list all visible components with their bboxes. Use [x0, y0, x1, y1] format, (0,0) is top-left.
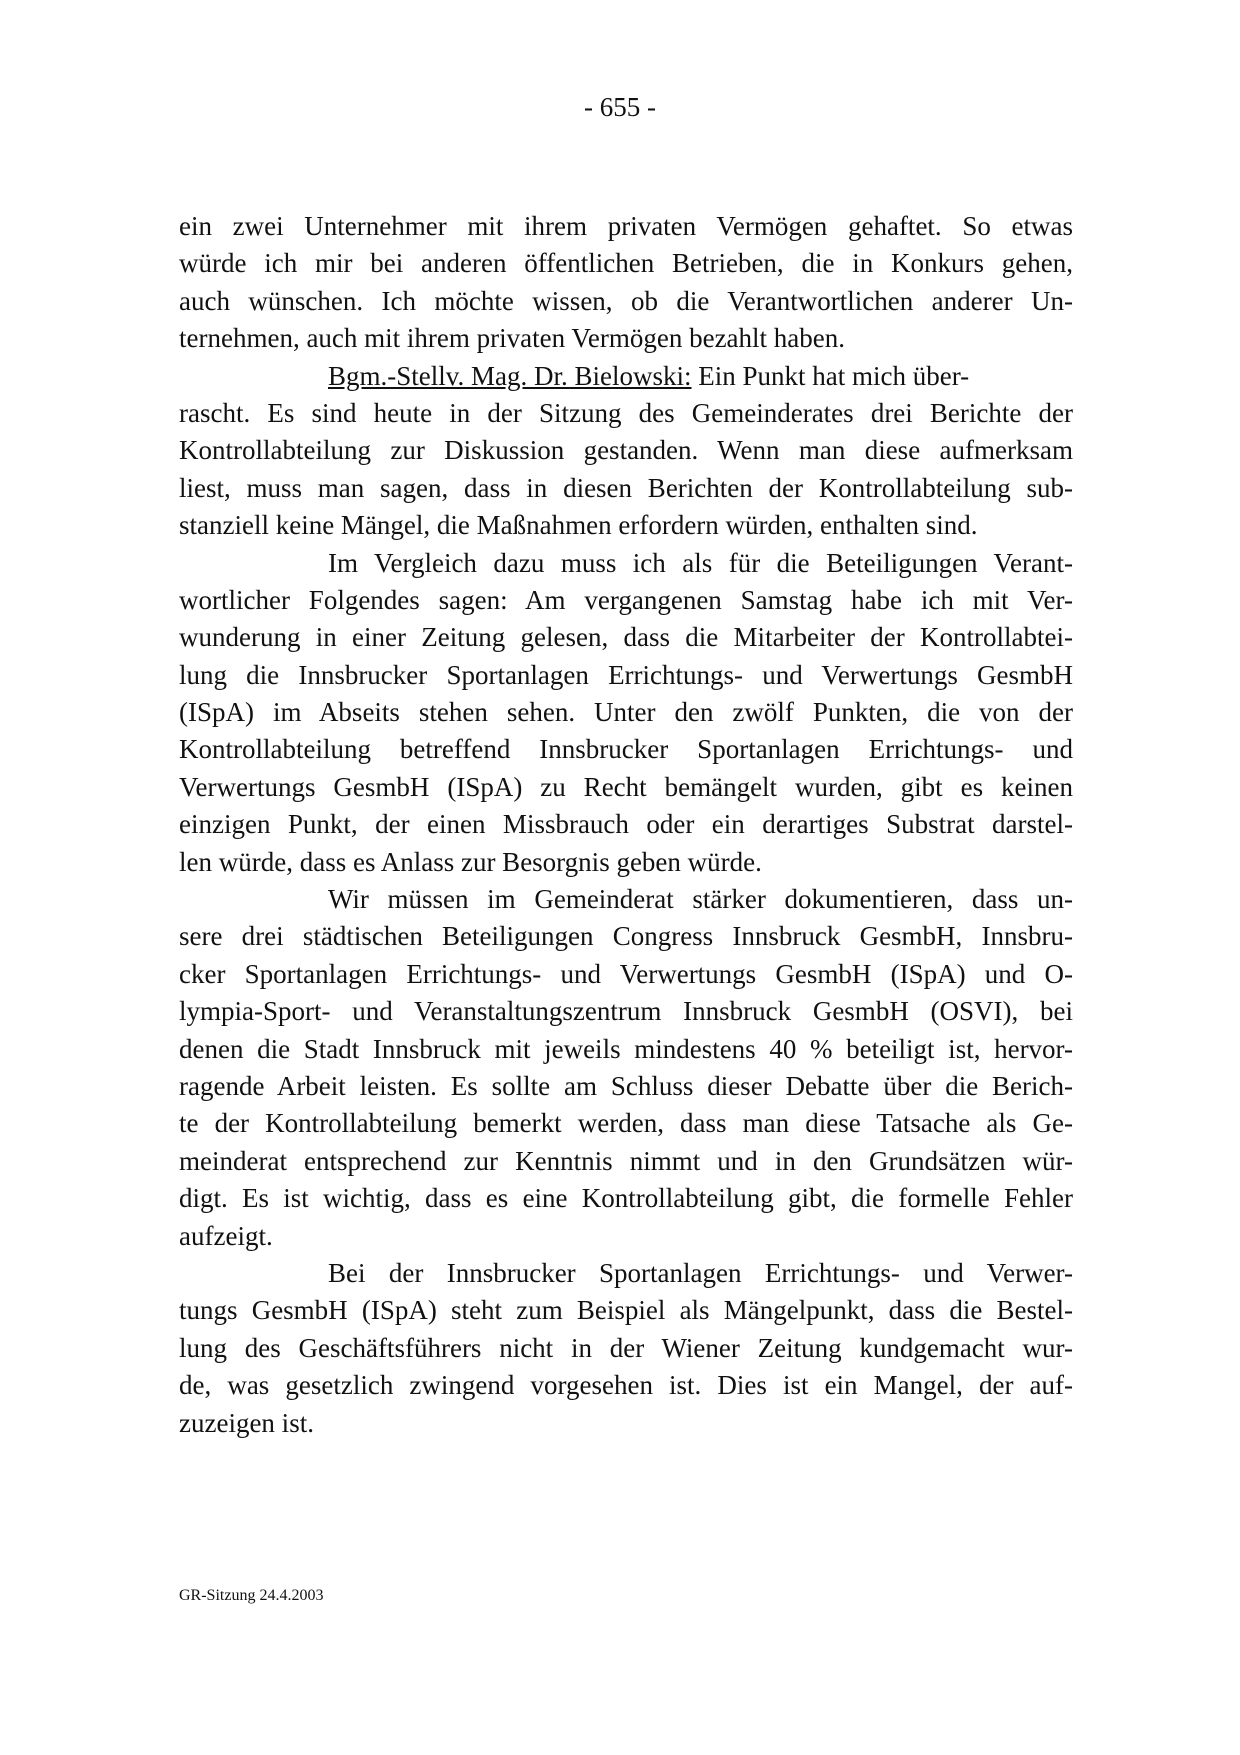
text-line: liest, muss man sagen, dass in diesen Berichten der Kontrollabteilung sub- [179, 472, 1073, 503]
speaker-statement: Ein Punkt hat mich über- [691, 360, 970, 391]
text-line: ein zwei Unternehmer mit ihrem privaten Vermögen gehaftet. So etwas [179, 211, 1073, 241]
speaker-name: Bgm.-Stellv. Mag. Dr. Bielowski: [328, 360, 692, 391]
text-line: ragende Arbeit leisten. Es sollte am Schluss dieser Debatte über die Berich- [179, 1070, 1073, 1101]
text-line: cker Sportanlagen Errichtungs- und Verwertungs GesmbH (ISpA) und O- [179, 958, 1073, 989]
text-line: Im Vergleich dazu muss ich als für die Beteiligungen Verant- [328, 547, 1073, 578]
text-line: de, was gesetzlich zwingend vorgesehen ist. Dies ist ein Mangel, der auf- [179, 1370, 1073, 1401]
text-line: denen die Stadt Innsbruck mit jeweils mindestens 40 % beteiligt ist, hervor- [179, 1033, 1073, 1064]
footer-meeting-date: GR-Sitzung 24.4.2003 [179, 1587, 324, 1604]
body-text [179, 208, 1073, 1442]
text-line: sere drei städtischen Beteiligungen Congress Innsbruck GesmbH, Innsbru- [179, 921, 1073, 952]
text-line: auch wünschen. Ich möchte wissen, ob die Verantwortlichen anderer Un- [179, 285, 1073, 316]
text-line-speaker [179, 358, 1073, 395]
text-line: digt. Es ist wichtig, dass es eine Kontrollabteilung gibt, die formelle Fehler [179, 1183, 1073, 1214]
text-line: Wir müssen im Gemeinderat stärker dokumentieren, dass un- [328, 884, 1073, 915]
text-line: würde ich mir bei anderen öffentlichen Betrieben, die in Konkurs gehen, [179, 248, 1073, 279]
text-line: meinderat entsprechend zur Kenntnis nimmt und in den Grundsätzen wür- [179, 1145, 1073, 1176]
text-line: tungs GesmbH (ISpA) steht zum Beispiel als Mängelpunkt, dass die Bestel- [179, 1295, 1073, 1326]
text-line: Bei der Innsbrucker Sportanlagen Errichtungs- und Verwer- [328, 1257, 1073, 1288]
text-line: Kontrollabteilung betreffend Innsbrucker Sportanlagen Errichtungs- und [179, 734, 1073, 765]
page-number: - 655 - [584, 92, 656, 122]
text-line: Kontrollabteilung zur Diskussion gestanden. Wenn man diese aufmerksam [179, 435, 1073, 466]
text-line: (ISpA) im Abseits stehen sehen. Unter den zwölf Punkten, die von der [179, 697, 1073, 728]
text-line: aufzeigt. [179, 1220, 273, 1251]
text-line: lung die Innsbrucker Sportanlagen Errichtungs- und Verwertungs GesmbH [179, 659, 1073, 690]
text-line: rascht. Es sind heute in der Sitzung des Gemeinderates drei Berichte der [179, 397, 1073, 428]
text-line: einzigen Punkt, der einen Missbrauch oder ein derartiges Substrat darstel- [179, 809, 1073, 840]
text-line: wunderung in einer Zeitung gelesen, dass die Mitarbeiter der Kontrollabtei- [179, 622, 1073, 653]
text-line: ternehmen, auch mit ihrem privaten Vermögen bezahlt haben. [179, 323, 846, 354]
text-line: lympia-Sport- und Veranstaltungszentrum Innsbruck GesmbH (OSVI), bei [179, 996, 1073, 1027]
text-line: len würde, dass es Anlass zur Besorgnis geben würde. [179, 846, 762, 877]
text-line: te der Kontrollabteilung bemerkt werden, dass man diese Tatsache als Ge- [179, 1108, 1073, 1139]
text-line: lung des Geschäftsführers nicht in der Wiener Zeitung kundgemacht wur- [179, 1332, 1073, 1363]
text-line: stanziell keine Mängel, die Maßnahmen erfordern würden, enthalten sind. [179, 510, 978, 541]
text-line: zuzeigen ist. [179, 1407, 314, 1438]
text-line: Verwertungs GesmbH (ISpA) zu Recht bemängelt wurden, gibt es keinen [179, 771, 1073, 802]
text-line: wortlicher Folgendes sagen: Am vergangenen Samstag habe ich mit Ver- [179, 584, 1073, 615]
